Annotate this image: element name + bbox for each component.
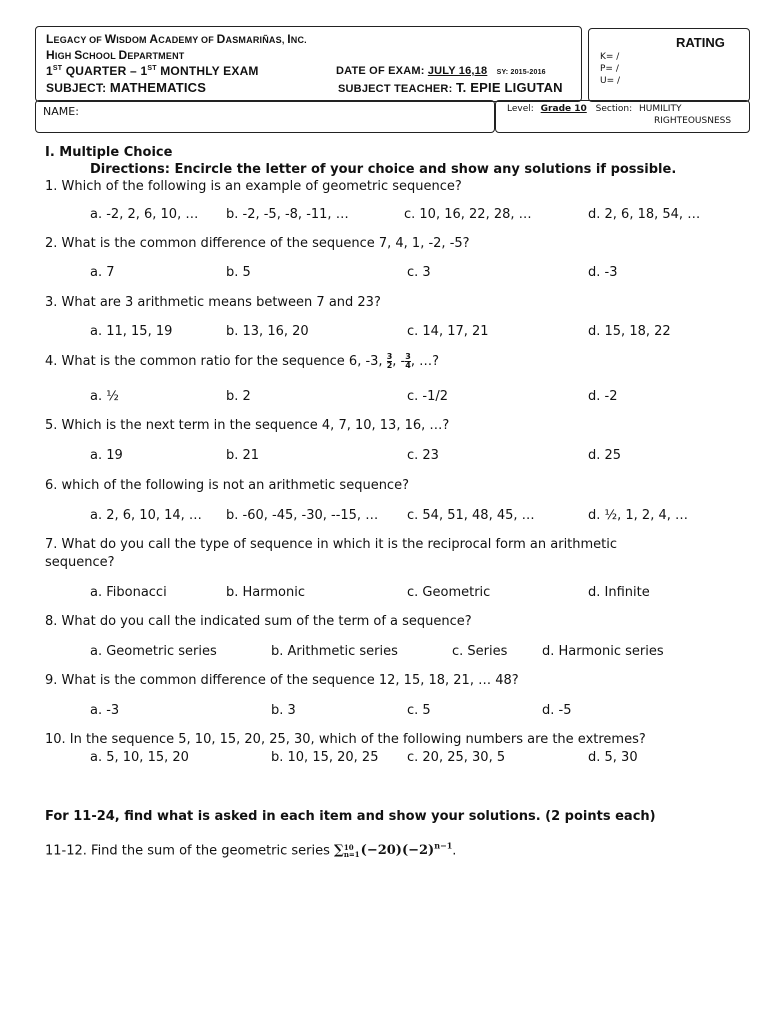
- q4-option-a[interactable]: a. ½: [90, 389, 119, 404]
- quarter-exam: 1ST QUARTER – 1ST MONTHLY EXAM: [46, 64, 259, 78]
- question-5: 5. Which is the next term in the sequence 4, 7, 10, 13, 16, …?: [45, 418, 450, 433]
- subject-teacher: SUBJECT TEACHER: T. EPIE LIGUTAN: [338, 80, 563, 95]
- q1-option-d[interactable]: d. 2, 6, 18, 54, …: [588, 207, 701, 222]
- question-9: 9. What is the common difference of the sequence 12, 15, 18, 21, … 48?: [45, 673, 519, 688]
- q6-option-b[interactable]: b. -60, -45, -30, --15, …: [226, 508, 379, 523]
- q1-option-a[interactable]: a. -2, 2, 6, 10, …: [90, 207, 199, 222]
- fraction-3-2: $\frac{3}{2}$: [386, 352, 393, 370]
- q2-option-c[interactable]: c. 3: [407, 265, 431, 280]
- q9-option-c[interactable]: c. 5: [407, 703, 431, 718]
- q6-option-d[interactable]: d. ½, 1, 2, 4, …: [588, 508, 688, 523]
- date-of-exam: DATE OF EXAM: JULY 16,18 SY: 2015-2016: [336, 65, 546, 77]
- rating-k: K= /: [600, 52, 620, 62]
- q2-option-a[interactable]: a. 7: [90, 265, 115, 280]
- q5-option-b[interactable]: b. 21: [226, 448, 260, 463]
- fraction-3-4: $\frac{3}{4}$: [405, 352, 411, 370]
- school-name: LEGACY OF WISDOM ACADEMY OF DASMARIÑAS, INC.: [46, 32, 307, 46]
- subject: SUBJECT: MATHEMATICS: [46, 80, 207, 95]
- question-2: 2. What is the common difference of the sequence 7, 4, 1, -2, -5?: [45, 236, 470, 251]
- q3-option-c[interactable]: c. 14, 17, 21: [407, 324, 489, 339]
- question-4: 4. What is the common ratio for the sequence 6, -3, $\frac{3}{2}$ , - $\frac{3}{4}$ , …?: [45, 352, 439, 370]
- part1-directions: Directions: Encircle the letter of your choice and show any solutions if possible.: [90, 162, 677, 177]
- q7-option-a[interactable]: a. Fibonacci: [90, 585, 167, 600]
- q10-option-d[interactable]: d. 5, 30: [588, 750, 638, 765]
- q2-option-b[interactable]: b. 5: [226, 265, 251, 280]
- summation-expression: ∑ 10 n=1 $(-20)(-2)^{n-1}$: [334, 841, 453, 859]
- q4-option-c[interactable]: c. -1/2: [407, 389, 449, 404]
- q9-option-d[interactable]: d. -5: [542, 703, 572, 718]
- level-label: Level: Grade 10 Section: HUMILITY: [507, 104, 682, 114]
- rating-u: U= /: [600, 76, 621, 86]
- q1-option-b[interactable]: b. -2, -5, -8, -11, …: [226, 207, 349, 222]
- q7-option-c[interactable]: c. Geometric: [407, 585, 491, 600]
- q5-option-c[interactable]: c. 23: [407, 448, 439, 463]
- q10-option-b[interactable]: b. 10, 15, 20, 25: [271, 750, 379, 765]
- question-10: 10. In the sequence 5, 10, 15, 20, 25, 30, which of the following numbers are the extremes?: [45, 732, 646, 747]
- question-6: 6. which of the following is not an arithmetic sequence?: [45, 478, 409, 493]
- q3-option-a[interactable]: a. 11, 15, 19: [90, 324, 173, 339]
- question-1: 1. Which of the following is an example of geometric sequence?: [45, 179, 462, 194]
- sigma-icon: ∑: [334, 843, 344, 859]
- q8-option-a[interactable]: a. Geometric series: [90, 644, 217, 659]
- question-8: 8. What do you call the indicated sum of the term of a sequence?: [45, 614, 472, 629]
- rating-p: P= /: [600, 64, 619, 74]
- part2-instruction: For 11-24, find what is asked in each item and show your solutions. (2 points each): [45, 809, 656, 824]
- q10-option-c[interactable]: c. 20, 25, 30, 5: [407, 750, 506, 765]
- q10-option-a[interactable]: a. 5, 10, 15, 20: [90, 750, 189, 765]
- question-7-line2: sequence?: [45, 555, 115, 570]
- q9-option-b[interactable]: b. 3: [271, 703, 296, 718]
- q5-option-d[interactable]: d. 25: [588, 448, 622, 463]
- question-11-12: 11-12. Find the sum of the geometric series ∑ 10 n=1 $(-20)(-2)^{n-1}$.: [45, 841, 457, 859]
- q9-option-a[interactable]: a. -3: [90, 703, 120, 718]
- q8-option-d[interactable]: d. Harmonic series: [542, 644, 664, 659]
- q3-option-d[interactable]: d. 15, 18, 22: [588, 324, 671, 339]
- section-2: RIGHTEOUSNESS: [654, 116, 732, 126]
- department: HIGH SCHOOL DEPARTMENT: [46, 48, 185, 62]
- q6-option-c[interactable]: c. 54, 51, 48, 45, …: [407, 508, 535, 523]
- q7-option-b[interactable]: b. Harmonic: [226, 585, 305, 600]
- q5-option-a[interactable]: a. 19: [90, 448, 123, 463]
- q7-option-d[interactable]: d. Infinite: [588, 585, 650, 600]
- q8-option-c[interactable]: c. Series: [452, 644, 508, 659]
- q3-option-b[interactable]: b. 13, 16, 20: [226, 324, 309, 339]
- question-3: 3. What are 3 arithmetic means between 7 and 23?: [45, 295, 381, 310]
- q8-option-b[interactable]: b. Arithmetic series: [271, 644, 398, 659]
- rating-title: RATING: [676, 35, 725, 50]
- name-label: NAME:: [43, 105, 79, 118]
- q4-option-b[interactable]: b. 2: [226, 389, 251, 404]
- q4-option-d[interactable]: d. -2: [588, 389, 618, 404]
- q2-option-d[interactable]: d. -3: [588, 265, 618, 280]
- q1-option-c[interactable]: c. 10, 16, 22, 28, …: [404, 207, 532, 222]
- q6-option-a[interactable]: a. 2, 6, 10, 14, …: [90, 508, 202, 523]
- question-7: 7. What do you call the type of sequence in which it is the reciprocal form an arithmetic: [45, 537, 618, 552]
- name-box[interactable]: [35, 100, 495, 133]
- part1-title: I. Multiple Choice: [45, 145, 173, 160]
